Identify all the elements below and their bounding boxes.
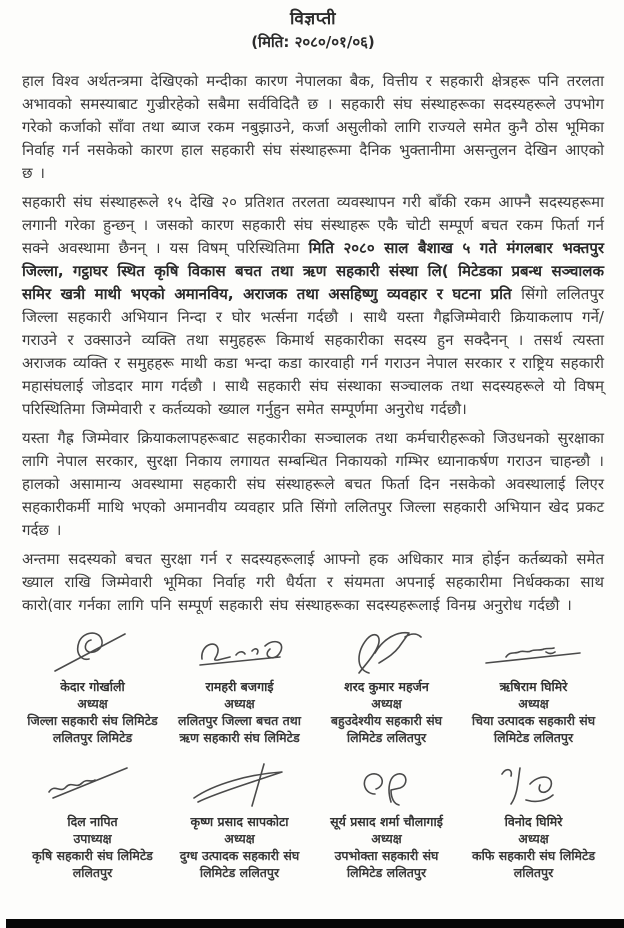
signatory-role: अध्यक्ष [518, 696, 549, 711]
signature-block [22, 627, 163, 746]
signatory-role: अध्यक्ष [518, 831, 549, 846]
signature-block [169, 627, 310, 746]
signatory-name: केदार गोर्खाली [60, 679, 125, 694]
signatory-name: सूर्य प्रसाद शर्मा चौलागाई [330, 814, 443, 829]
paragraph-3: यस्ता गैह्र जिम्मेवार क्रियाकलापहरूबाट सहकारीका सञ्चालक तथा कर्मचारीहरूको जिउधनको सुरक्षाका लागि नेपाल सरकार, सुरक्षा निकाय लगायत सम्बन्धित निकायको गम्भिर ध्यानाकर्षण गराउन चाहन्छौ । हालको असामान्य अवस्थामा सहकारी संघ संस्थाहरूले बचत फिर्ता दिन नसकेको अवस्थालाई लिएर सहकारीकर्मी माथि भएको अमानवीय व्यवहार प्रति सिंगो ललितपुर जिल्ला सहकारी अभियान खेद प्रकट गर्दछ । [22, 429, 604, 539]
document-title: विज्ञप्ती [289, 9, 337, 29]
signatory-org: कृषि सहकारी संघ लिमिटेड ललितपुर [32, 848, 153, 880]
signatory-role: अध्यक्ष [77, 696, 108, 711]
signature-icon [335, 627, 439, 677]
signatory-name: कृष्ण प्रसाद सापकोटा [190, 814, 289, 829]
paragraph-2-bold-highlight: मिति २०८० साल बैशाख ५ गते मंगलबार भक्तपुर जिल्ला, गट्ठाघर स्थित कृषि विकास बचत तथा ऋण सहकारी संस्था लि( मिटेडका प्रबन्ध सञ्चालक समिर खत्री माथी भएको अमानविय, अराजक तथा असहिष्णु व्यवहार र घटना प्रति [22, 239, 604, 303]
document-body [22, 70, 604, 617]
signature-block [169, 762, 310, 881]
signatory-org: कफि सहकारी संघ लिमिटेड ललितपुर [471, 848, 596, 880]
paragraph-2 [22, 191, 604, 421]
scan-artifact-bar [6, 919, 624, 928]
signatory-org: बहुउदेश्यीय सहकारी संघ लिमिटेड ललितपुर [330, 713, 443, 745]
signatory-role: उपाध्यक्ष [73, 831, 112, 846]
signature-block [22, 762, 163, 881]
signature-icon [482, 762, 586, 812]
signature-icon [335, 762, 439, 812]
signature-block [463, 627, 604, 746]
signatory-org: जिल्ला सहकारी संघ लिमिटेड ललितपुर लिमिटेड [27, 713, 158, 745]
document-date: (मिति: २०८०/०१/०६) [251, 33, 375, 51]
signature-block [316, 762, 457, 881]
paragraph-2-regular: सहकारी संघ संस्थाहरूले १५ देखि २० प्रतिशत तरलता व्यवस्थापन गरी बाँकी रकम आफ्नै सदस्यहरूमा लगानी गरेका हुन्छन् । जसको कारण सहकारी संघ संस्थाहरू एकै चोटी सम्पूर्ण बचत रकम फिर्ता गर्न सक्ने अवस्थामा छैनन् । यस विषम् परिस्थितिमा [22, 193, 604, 257]
signatory-org: उपभोक्ता सहकारी संघ लिमिटेड ललितपुर [334, 848, 439, 880]
signatory-org: दुग्ध उत्पादक सहकारी संघ लिमिटेड ललितपुर [179, 848, 300, 880]
paragraph-4: अन्तमा सदस्यको बचत सुरक्षा गर्न र सदस्यहरूलाई आफ्नो हक अधिकार मात्र होईन कर्तब्यको समेत ख्याल राखि जिम्मेवारी भूमिका निर्वाह गरी धैर्यता र संयमता अपनाई सहकारीमा निर्धक्कका साथ कारो(वार गर्नका लागि पनि सम्पूर्ण सहकारी संघ संस्थाहरूका सदस्यहरूलाई विनम्र अनुरोध गर्दछौ । [22, 550, 604, 614]
signatory-role: अध्यक्ष [224, 831, 255, 846]
signatory-org: ललितपुर जिल्ला बचत तथा ऋण सहकारी संघ लिमिटेड [178, 713, 301, 745]
paragraph-1: हाल विश्व अर्थतन्त्रमा देखिएको मन्दीका कारण नेपालका बैक, वित्तीय र सहकारी क्षेत्रहरू पनि तरलता अभावको समस्याबाट गुज्रीरहेको सबैमा सर्वविदितै छ । सहकारी संघ संस्थाहरूका सदस्यहरूले उपभोग गरेको कर्जाको साँवा तथा ब्याज रकम नबुझाउने, कर्जा असुलीको लागि राज्यले समेत कुनै ठोस भूमिका निर्वाह गर्न नसकेको कारण हाल सहकारी संघ संस्थाहरूमा दैनिक भुक्तानीमा असन्तुलन देखिन आएको छ । [22, 72, 604, 182]
signature-icon [482, 627, 586, 677]
signatory-org: चिया उत्पादक सहकारी संघ लिमिटेड ललितपुर [471, 713, 596, 745]
signatory-role: अध्यक्ष [371, 696, 402, 711]
signature-grid [22, 627, 604, 881]
signature-block [316, 627, 457, 746]
signature-block [463, 762, 604, 881]
signature-icon [41, 762, 145, 812]
signatory-role: अध्यक्ष [371, 831, 402, 846]
signatory-role: अध्यक्ष [224, 696, 255, 711]
signature-icon [188, 627, 292, 677]
signatory-name: शरद कुमार महर्जन [344, 679, 429, 694]
signatory-name: विनोद घिमिरे [504, 814, 563, 829]
signature-icon [188, 762, 292, 812]
paragraph-2-regular-tail: सिंगो ललितपुर जिल्ला सहकारी अभियान निन्दा र घोर भर्त्सना गर्दछौ । साथै यस्ता गैह्रजिम्मेवारी क्रियाकलाप गर्ने/ गराउने र उक्साउने व्यक्ति तथा समुहहरू किमार्थ सहकारीका सदस्य हुन सक्दैनन् । तसर्थ त्यस्ता अराजक व्यक्ति र समुहहरू माथी कडा भन्दा कडा कारवाही गर्न गराउन नेपाल सरकार र राष्ट्रिय सहकारी महासंघलाई जोडदार माग गर्दछौ । साथै सहकारी संघ संस्थाका सञ्चालक तथा सदस्यहरूले यो विषम् परिस्थितिमा जिम्मेवारी र कर्तव्यको ख्याल गर्नुहुन समेत सम्पूर्णमा अनुरोध गर्दछौ। [22, 285, 604, 418]
signatory-name: ऋषिराम घिमिरे [499, 679, 568, 694]
signature-icon [41, 627, 145, 677]
signatory-name: दिल नापित [67, 814, 118, 829]
signatory-name: रामहरी बजगाई [205, 679, 274, 694]
